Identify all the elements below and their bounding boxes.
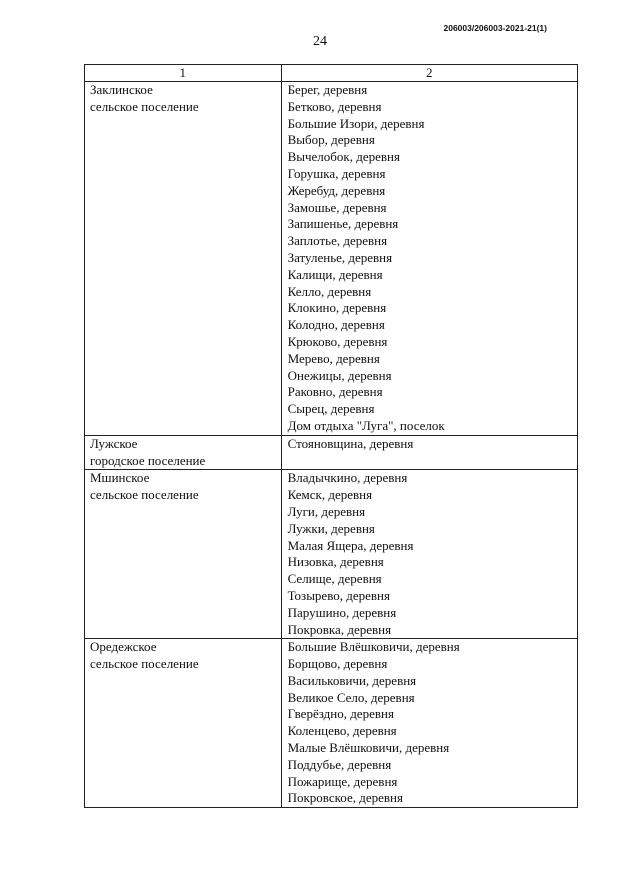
settlement-item: Селище, деревня — [287, 571, 382, 587]
settlement-list — [282, 436, 577, 453]
settlement-item: Раковно, деревня — [287, 384, 383, 400]
settlement-item: Онежицы, деревня — [287, 367, 392, 383]
page-number: 24 — [313, 34, 327, 49]
municipality-line: сельское поселение — [90, 656, 199, 672]
settlement-item: Вычелобок, деревня — [287, 149, 400, 165]
column-header: 2 — [281, 65, 577, 82]
municipality-name — [85, 436, 281, 470]
settlement-item: Бетково, деревня — [287, 98, 382, 114]
column-header: 1 — [85, 65, 282, 82]
municipality-line: сельское поселение — [90, 98, 199, 114]
settlement-item: Низовка, деревня — [287, 554, 384, 570]
settlement-item: Заплотье, деревня — [287, 233, 388, 249]
settlement-item: Поддубье, деревня — [287, 756, 392, 772]
settlement-item: Мерево, деревня — [287, 350, 380, 366]
settlement-item: Жеребуд, деревня — [287, 182, 386, 198]
settlement-item: Покровское, деревня — [287, 790, 403, 806]
settlement-item: Горушка, деревня — [287, 165, 386, 181]
table-row — [85, 82, 578, 436]
settlement-item: Сырец, деревня — [287, 401, 375, 417]
settlement-item: Покровка, деревня — [287, 621, 392, 637]
settlement-item: Замошье, деревня — [287, 199, 387, 215]
municipality-line: Лужское — [90, 435, 138, 451]
settlement-item: Владычкино, деревня — [287, 470, 408, 486]
settlement-item: Парушино, деревня — [287, 604, 397, 620]
settlement-item: Великое Село, деревня — [287, 689, 415, 705]
settlement-item: Малая Ящера, деревня — [287, 537, 414, 553]
settlement-item: Лужки, деревня — [287, 520, 375, 536]
municipality-line: Оредежское — [90, 639, 157, 655]
settlements-table — [84, 64, 578, 808]
settlement-item: Луги, деревня — [287, 503, 366, 519]
settlement-item: Крюково, деревня — [287, 333, 388, 349]
settlement-item: Коленцево, деревня — [287, 723, 397, 739]
settlement-item: Большие Влёшковичи, деревня — [287, 639, 460, 655]
settlement-item: Гверёздно, деревня — [287, 706, 394, 722]
settlement-item: Колодно, деревня — [287, 317, 385, 333]
settlement-item: Стояновщина, деревня — [287, 435, 414, 451]
settlement-item: Тозырево, деревня — [287, 587, 390, 603]
settlement-item: Затуленье, деревня — [287, 249, 393, 265]
settlement-item: Келло, деревня — [287, 283, 372, 299]
settlement-item: Большие Изори, деревня — [287, 115, 425, 131]
settlement-list — [282, 82, 577, 435]
settlement-item: Борщово, деревня — [287, 656, 388, 672]
settlement-list — [282, 470, 577, 638]
settlement-item: Дом отдыха "Луга", поселок — [287, 417, 445, 433]
municipality-cell — [85, 470, 282, 639]
settlement-item: Берег, деревня — [287, 82, 368, 97]
municipality-line: Заклинское — [90, 82, 153, 97]
table-row — [85, 435, 578, 470]
settlement-item: Калищи, деревня — [287, 266, 383, 282]
municipality-name — [85, 639, 281, 673]
municipality-line: сельское поселение — [90, 487, 199, 503]
municipality-line: городское поселение — [90, 452, 206, 468]
settlement-item: Клокино, деревня — [287, 300, 387, 316]
municipality-cell — [85, 639, 282, 808]
municipality-cell — [85, 435, 282, 470]
municipality-line: Мшинское — [90, 470, 150, 486]
table-row — [85, 639, 578, 808]
settlement-item: Запишенье, деревня — [287, 216, 399, 232]
document-id: 206003/206003-2021-21(1) — [443, 23, 547, 33]
settlements-cell — [281, 470, 577, 639]
municipality-cell — [85, 82, 282, 436]
settlement-list — [282, 639, 577, 807]
municipality-name — [85, 470, 281, 504]
settlement-item: Малые Влёшковичи, деревня — [287, 740, 450, 756]
settlements-cell — [281, 639, 577, 808]
settlement-item: Васильковичи, деревня — [287, 672, 417, 688]
settlement-item: Пожарище, деревня — [287, 773, 398, 789]
table-body — [85, 82, 578, 808]
settlements-cell — [281, 435, 577, 470]
table-header-row — [85, 65, 578, 82]
settlements-cell — [281, 82, 577, 436]
municipality-name — [85, 82, 281, 116]
settlement-item: Кемск, деревня — [287, 487, 373, 503]
table-row — [85, 470, 578, 639]
settlement-item: Выбор, деревня — [287, 132, 375, 148]
